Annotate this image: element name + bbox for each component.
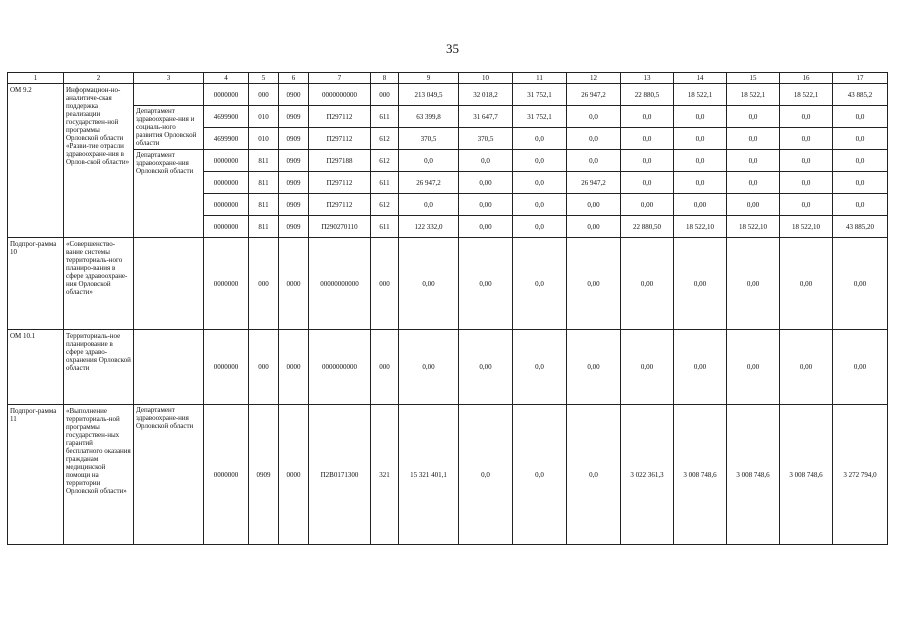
cell: 0,0 <box>780 106 833 128</box>
cell: 00000000000 <box>309 238 371 330</box>
cell: 0000000 <box>204 238 249 330</box>
cell: 0000 <box>279 238 309 330</box>
cell: 0,0 <box>513 405 567 545</box>
cell: 63 399,8 <box>399 106 459 128</box>
cell: 0,0 <box>674 172 727 194</box>
cell: 010 <box>249 106 279 128</box>
cell: 000 <box>249 84 279 106</box>
row-code: Подпрог-рамма 11 <box>8 405 64 545</box>
header-cell: 2 <box>64 73 134 84</box>
cell: 18 522,1 <box>780 84 833 106</box>
cell: 0909 <box>279 106 309 128</box>
cell: 0,0 <box>567 405 621 545</box>
header-cell: 9 <box>399 73 459 84</box>
cell: 0,00 <box>727 238 780 330</box>
cell: 18 522,1 <box>674 84 727 106</box>
cell: 0,00 <box>674 194 727 216</box>
table-row <box>8 405 888 545</box>
cell: 0,0 <box>513 216 567 238</box>
cell: 0,00 <box>459 216 513 238</box>
cell: 0000000000 <box>309 330 371 405</box>
cell: 0,00 <box>621 330 674 405</box>
cell: 0,00 <box>459 238 513 330</box>
cell: 0,00 <box>459 194 513 216</box>
cell: 0909 <box>249 405 279 545</box>
cell: 0,0 <box>513 150 567 172</box>
table-row <box>8 150 888 172</box>
cell: 0,00 <box>459 172 513 194</box>
cell: 26 947,2 <box>399 172 459 194</box>
dept-cell <box>134 84 204 106</box>
cell: 0,0 <box>727 128 780 150</box>
cell: 22 880,5 <box>621 84 674 106</box>
row-name: «Совершенство-вание системы территориаль-ного планиро-вания в сфере здравоохране-ния Орловской области» <box>64 238 134 330</box>
cell: 3 008 748,6 <box>674 405 727 545</box>
cell: 31 647,7 <box>459 106 513 128</box>
cell: 612 <box>371 128 399 150</box>
cell: 0000000 <box>204 194 249 216</box>
cell: 0,00 <box>621 194 674 216</box>
cell: 0,00 <box>674 330 727 405</box>
header-cell: 15 <box>727 73 780 84</box>
cell: 26 947,2 <box>567 84 621 106</box>
cell: П297112 <box>309 172 371 194</box>
cell: 811 <box>249 216 279 238</box>
cell: 0,0 <box>621 172 674 194</box>
cell: 0,0 <box>833 150 888 172</box>
cell: 0,0 <box>621 150 674 172</box>
row-code: Подпрог-рамма 10 <box>8 238 64 330</box>
header-cell: 10 <box>459 73 513 84</box>
cell: П297112 <box>309 106 371 128</box>
cell: 0000000 <box>204 150 249 172</box>
cell: 611 <box>371 216 399 238</box>
cell: 0909 <box>279 194 309 216</box>
cell: 0,0 <box>621 128 674 150</box>
cell: 0,0 <box>674 150 727 172</box>
cell: 3 008 748,6 <box>727 405 780 545</box>
cell: 0000000 <box>204 84 249 106</box>
header-cell: 14 <box>674 73 727 84</box>
cell: 18 522,1 <box>727 84 780 106</box>
cell: 0,0 <box>459 150 513 172</box>
cell: 0,0 <box>567 128 621 150</box>
cell: 0000 <box>279 405 309 545</box>
cell: 370,5 <box>399 128 459 150</box>
cell: 0,00 <box>567 194 621 216</box>
cell: 0909 <box>279 216 309 238</box>
cell: 0,00 <box>674 238 727 330</box>
cell: 811 <box>249 150 279 172</box>
header-cell: 13 <box>621 73 674 84</box>
cell: 0,0 <box>459 405 513 545</box>
cell: 811 <box>249 172 279 194</box>
cell: 0,00 <box>399 330 459 405</box>
header-cell: 16 <box>780 73 833 84</box>
cell: 4699900 <box>204 106 249 128</box>
dept-cell: Департамент здравоохране-ния Орловской области <box>134 150 204 238</box>
cell: 321 <box>371 405 399 545</box>
cell: 0909 <box>279 172 309 194</box>
table-row <box>8 238 888 330</box>
cell: 0,0 <box>513 238 567 330</box>
cell: 0,0 <box>674 128 727 150</box>
cell: 0,0 <box>513 194 567 216</box>
cell: 0,0 <box>513 172 567 194</box>
cell: 3 272 794,0 <box>833 405 888 545</box>
cell: П297112 <box>309 128 371 150</box>
cell: 0909 <box>279 128 309 150</box>
header-cell: 4 <box>204 73 249 84</box>
dept-cell: Департамент здравоохране-ния и социаль-ного развития Орловской области <box>134 106 204 150</box>
cell: 18 522,10 <box>727 216 780 238</box>
budget-table <box>7 72 888 545</box>
cell: П2В0171300 <box>309 405 371 545</box>
cell: 010 <box>249 128 279 150</box>
cell: 0,0 <box>567 150 621 172</box>
cell: 213 049,5 <box>399 84 459 106</box>
header-cell: 5 <box>249 73 279 84</box>
cell: 0909 <box>279 150 309 172</box>
cell: 0,00 <box>727 194 780 216</box>
cell: 612 <box>371 150 399 172</box>
row-code: ОМ 10.1 <box>8 330 64 405</box>
cell: 0,00 <box>567 238 621 330</box>
cell: 0,0 <box>833 106 888 128</box>
cell: 3 008 748,6 <box>780 405 833 545</box>
table-row <box>8 106 888 128</box>
cell: 0000 <box>279 330 309 405</box>
header-cell: 1 <box>8 73 64 84</box>
header-cell: 6 <box>279 73 309 84</box>
cell: 0000000 <box>204 172 249 194</box>
row-code: ОМ 9.2 <box>8 84 64 238</box>
cell: 0,0 <box>674 106 727 128</box>
cell: 0,00 <box>727 330 780 405</box>
cell: 0,0 <box>780 172 833 194</box>
header-cell: 7 <box>309 73 371 84</box>
row-name: Информацион-но-аналитиче-ская поддержка реализации государствен-ной программы Орловской области «Разви-тие отрасли здравоохране-ния в Орлов-ской области» <box>64 84 134 238</box>
cell: 0,00 <box>567 216 621 238</box>
cell: 22 880,50 <box>621 216 674 238</box>
cell: 370,5 <box>459 128 513 150</box>
cell: 0,00 <box>459 330 513 405</box>
cell: 0,0 <box>727 172 780 194</box>
table-row <box>8 330 888 405</box>
cell: 000 <box>371 330 399 405</box>
header-cell: 3 <box>134 73 204 84</box>
cell: 0,0 <box>780 150 833 172</box>
header-cell: 17 <box>833 73 888 84</box>
header-row <box>8 73 888 84</box>
cell: 0,00 <box>567 330 621 405</box>
page-number: 35 <box>446 41 459 56</box>
cell: 0000000 <box>204 216 249 238</box>
cell: 0,0 <box>833 128 888 150</box>
dept-cell <box>134 238 204 330</box>
cell: 0,0 <box>513 128 567 150</box>
cell: 0000000000 <box>309 84 371 106</box>
cell: 612 <box>371 194 399 216</box>
cell: 0000000 <box>204 405 249 545</box>
header-cell: 8 <box>371 73 399 84</box>
cell: П290270110 <box>309 216 371 238</box>
cell: 000 <box>249 238 279 330</box>
cell: 0,0 <box>780 128 833 150</box>
cell: 0,0 <box>513 330 567 405</box>
cell: 3 022 361,3 <box>621 405 674 545</box>
cell: 0,00 <box>780 330 833 405</box>
cell: 0900 <box>279 84 309 106</box>
cell: 122 332,0 <box>399 216 459 238</box>
cell: 0,0 <box>399 194 459 216</box>
header-cell: 11 <box>513 73 567 84</box>
cell: 31 752,1 <box>513 84 567 106</box>
cell: 0,0 <box>567 106 621 128</box>
cell: 31 752,1 <box>513 106 567 128</box>
cell: 000 <box>249 330 279 405</box>
cell: 0,00 <box>833 330 888 405</box>
cell: 0,00 <box>399 238 459 330</box>
cell: 0,00 <box>621 238 674 330</box>
cell: 0,0 <box>621 106 674 128</box>
cell: 0,00 <box>780 238 833 330</box>
cell: 32 018,2 <box>459 84 513 106</box>
cell: 0,0 <box>833 194 888 216</box>
cell: 0,0 <box>780 194 833 216</box>
cell: 0,0 <box>727 106 780 128</box>
cell: 0,0 <box>727 150 780 172</box>
cell: 43 885,20 <box>833 216 888 238</box>
cell: 18 522,10 <box>674 216 727 238</box>
cell: 18 522,10 <box>780 216 833 238</box>
header-cell: 12 <box>567 73 621 84</box>
cell: 15 321 401,1 <box>399 405 459 545</box>
cell: 000 <box>371 84 399 106</box>
dept-cell: Департамент здравоохране-ния Орловской области <box>134 405 204 545</box>
cell: 4699900 <box>204 128 249 150</box>
cell: 0000000 <box>204 330 249 405</box>
cell: 26 947,2 <box>567 172 621 194</box>
cell: 000 <box>371 238 399 330</box>
row-name: Территориаль-ное планирование в сфере здраво-охранения Орловской области <box>64 330 134 405</box>
table-row <box>8 84 888 106</box>
cell: П297112 <box>309 194 371 216</box>
dept-cell <box>134 330 204 405</box>
cell: 43 885,2 <box>833 84 888 106</box>
cell: 611 <box>371 106 399 128</box>
cell: 611 <box>371 172 399 194</box>
cell: 0,0 <box>399 150 459 172</box>
cell: 0,00 <box>833 238 888 330</box>
cell: 811 <box>249 194 279 216</box>
row-name: «Выполнение территориаль-ной программы государствен-ных гарантий бесплатного оказания гражданам медицинской помощи на территории Орловской области» <box>64 405 134 545</box>
cell: 0,0 <box>833 172 888 194</box>
cell: П297188 <box>309 150 371 172</box>
